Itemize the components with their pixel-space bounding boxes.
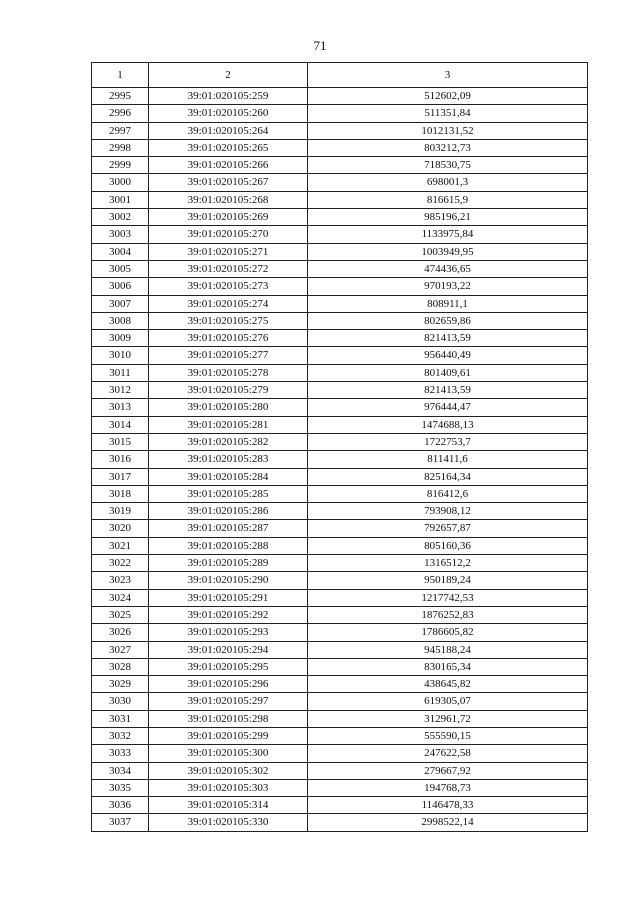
table-row [92, 589, 588, 606]
value-cell: 808911,1 [308, 295, 588, 312]
value-cell: 956440,49 [308, 347, 588, 364]
value-cell: 830165,34 [308, 658, 588, 675]
cadastral-number-cell: 39:01:020105:302 [149, 762, 308, 779]
row-number-cell: 3019 [92, 503, 149, 520]
table-row [92, 416, 588, 433]
table-row [92, 330, 588, 347]
table-row [92, 105, 588, 122]
table-row [92, 88, 588, 105]
cadastral-number-cell: 39:01:020105:288 [149, 537, 308, 554]
table-row [92, 433, 588, 450]
value-cell: 1722753,7 [308, 433, 588, 450]
table-row [92, 727, 588, 744]
cadastral-number-cell: 39:01:020105:260 [149, 105, 308, 122]
row-number-cell: 3023 [92, 572, 149, 589]
value-cell: 816412,6 [308, 485, 588, 502]
row-number-cell: 3006 [92, 278, 149, 295]
table-row [92, 312, 588, 329]
column-header-3: 3 [308, 63, 588, 88]
value-cell: 619305,07 [308, 693, 588, 710]
cadastral-number-cell: 39:01:020105:280 [149, 399, 308, 416]
value-cell: 1876252,83 [308, 606, 588, 623]
value-cell: 194768,73 [308, 779, 588, 796]
table-row [92, 624, 588, 641]
cadastral-number-cell: 39:01:020105:283 [149, 451, 308, 468]
table-row [92, 658, 588, 675]
value-cell: 1316512,2 [308, 555, 588, 572]
value-cell: 811411,6 [308, 451, 588, 468]
row-number-cell: 3001 [92, 191, 149, 208]
table-row [92, 364, 588, 381]
table-row [92, 260, 588, 277]
value-cell: 803212,73 [308, 139, 588, 156]
value-cell: 805160,36 [308, 537, 588, 554]
row-number-cell: 3030 [92, 693, 149, 710]
table-row [92, 295, 588, 312]
value-cell: 792657,87 [308, 520, 588, 537]
row-number-cell: 3035 [92, 779, 149, 796]
cadastral-number-cell: 39:01:020105:282 [149, 433, 308, 450]
row-number-cell: 3033 [92, 745, 149, 762]
table-header-row [92, 63, 588, 88]
row-number-cell: 3017 [92, 468, 149, 485]
row-number-cell: 3021 [92, 537, 149, 554]
table-row [92, 797, 588, 814]
cadastral-number-cell: 39:01:020105:300 [149, 745, 308, 762]
row-number-cell: 3031 [92, 710, 149, 727]
cadastral-number-cell: 39:01:020105:299 [149, 727, 308, 744]
row-number-cell: 3013 [92, 399, 149, 416]
row-number-cell: 3036 [92, 797, 149, 814]
value-cell: 1133975,84 [308, 226, 588, 243]
value-cell: 976444,47 [308, 399, 588, 416]
value-cell: 825164,34 [308, 468, 588, 485]
row-number-cell: 3000 [92, 174, 149, 191]
table-row [92, 139, 588, 156]
table-row [92, 243, 588, 260]
cadastral-number-cell: 39:01:020105:330 [149, 814, 308, 831]
cadastral-number-cell: 39:01:020105:279 [149, 382, 308, 399]
table-row [92, 382, 588, 399]
row-number-cell: 2998 [92, 139, 149, 156]
cadastral-number-cell: 39:01:020105:289 [149, 555, 308, 572]
table-row [92, 762, 588, 779]
row-number-cell: 3024 [92, 589, 149, 606]
cadastral-number-cell: 39:01:020105:298 [149, 710, 308, 727]
cadastral-number-cell: 39:01:020105:303 [149, 779, 308, 796]
value-cell: 312961,72 [308, 710, 588, 727]
cadastral-number-cell: 39:01:020105:293 [149, 624, 308, 641]
cadastral-number-cell: 39:01:020105:292 [149, 606, 308, 623]
value-cell: 945188,24 [308, 641, 588, 658]
row-number-cell: 3012 [92, 382, 149, 399]
cadastral-number-cell: 39:01:020105:271 [149, 243, 308, 260]
cadastral-number-cell: 39:01:020105:277 [149, 347, 308, 364]
value-cell: 801409,61 [308, 364, 588, 381]
cadastral-number-cell: 39:01:020105:284 [149, 468, 308, 485]
value-cell: 247622,58 [308, 745, 588, 762]
value-cell: 718530,75 [308, 157, 588, 174]
value-cell: 474436,65 [308, 260, 588, 277]
cadastral-number-cell: 39:01:020105:296 [149, 676, 308, 693]
row-number-cell: 3027 [92, 641, 149, 658]
row-number-cell: 3028 [92, 658, 149, 675]
table-row [92, 779, 588, 796]
cadastral-number-cell: 39:01:020105:281 [149, 416, 308, 433]
row-number-cell: 3010 [92, 347, 149, 364]
value-cell: 1217742,53 [308, 589, 588, 606]
cadastral-number-cell: 39:01:020105:264 [149, 122, 308, 139]
value-cell: 512602,09 [308, 88, 588, 105]
value-cell: 793908,12 [308, 503, 588, 520]
column-header-2: 2 [149, 63, 308, 88]
table-row [92, 676, 588, 693]
row-number-cell: 2999 [92, 157, 149, 174]
table-row [92, 226, 588, 243]
value-cell: 1786605,82 [308, 624, 588, 641]
cadastral-number-cell: 39:01:020105:273 [149, 278, 308, 295]
table-row [92, 520, 588, 537]
cadastral-number-cell: 39:01:020105:268 [149, 191, 308, 208]
value-cell: 698001,3 [308, 174, 588, 191]
value-cell: 2998522,14 [308, 814, 588, 831]
value-cell: 438645,82 [308, 676, 588, 693]
cadastral-number-cell: 39:01:020105:285 [149, 485, 308, 502]
row-number-cell: 3018 [92, 485, 149, 502]
value-cell: 555590,15 [308, 727, 588, 744]
table-row [92, 606, 588, 623]
row-number-cell: 3004 [92, 243, 149, 260]
cadastral-number-cell: 39:01:020105:290 [149, 572, 308, 589]
table-row [92, 537, 588, 554]
page-number: 71 [313, 38, 327, 53]
row-number-cell: 3015 [92, 433, 149, 450]
row-number-cell: 3022 [92, 555, 149, 572]
value-cell: 985196,21 [308, 209, 588, 226]
table-row [92, 174, 588, 191]
row-number-cell: 3026 [92, 624, 149, 641]
cadastral-number-cell: 39:01:020105:294 [149, 641, 308, 658]
cadastral-number-cell: 39:01:020105:269 [149, 209, 308, 226]
value-cell: 511351,84 [308, 105, 588, 122]
data-table [91, 62, 588, 832]
table-row [92, 710, 588, 727]
table-row [92, 485, 588, 502]
cadastral-number-cell: 39:01:020105:265 [149, 139, 308, 156]
value-cell: 1146478,33 [308, 797, 588, 814]
cadastral-number-cell: 39:01:020105:295 [149, 658, 308, 675]
table-row [92, 693, 588, 710]
column-header-1: 1 [92, 63, 149, 88]
cadastral-number-cell: 39:01:020105:272 [149, 260, 308, 277]
table-row [92, 745, 588, 762]
row-number-cell: 3002 [92, 209, 149, 226]
row-number-cell: 3011 [92, 364, 149, 381]
cadastral-number-cell: 39:01:020105:274 [149, 295, 308, 312]
row-number-cell: 3016 [92, 451, 149, 468]
row-number-cell: 3009 [92, 330, 149, 347]
table-row [92, 814, 588, 831]
cadastral-number-cell: 39:01:020105:278 [149, 364, 308, 381]
cadastral-number-cell: 39:01:020105:297 [149, 693, 308, 710]
row-number-cell: 3003 [92, 226, 149, 243]
table-body [92, 88, 588, 832]
row-number-cell: 3037 [92, 814, 149, 831]
table-row [92, 209, 588, 226]
row-number-cell: 3007 [92, 295, 149, 312]
value-cell: 816615,9 [308, 191, 588, 208]
value-cell: 950189,24 [308, 572, 588, 589]
row-number-cell: 3005 [92, 260, 149, 277]
value-cell: 1012131,52 [308, 122, 588, 139]
cadastral-number-cell: 39:01:020105:270 [149, 226, 308, 243]
table-row [92, 503, 588, 520]
row-number-cell: 3032 [92, 727, 149, 744]
table-row [92, 468, 588, 485]
row-number-cell: 3008 [92, 312, 149, 329]
row-number-cell: 3020 [92, 520, 149, 537]
value-cell: 821413,59 [308, 330, 588, 347]
value-cell: 970193,22 [308, 278, 588, 295]
cadastral-number-cell: 39:01:020105:267 [149, 174, 308, 191]
cadastral-number-cell: 39:01:020105:276 [149, 330, 308, 347]
cadastral-number-cell: 39:01:020105:291 [149, 589, 308, 606]
table-row [92, 555, 588, 572]
table-row [92, 641, 588, 658]
value-cell: 802659,86 [308, 312, 588, 329]
table-row [92, 157, 588, 174]
cadastral-number-cell: 39:01:020105:286 [149, 503, 308, 520]
table-row [92, 278, 588, 295]
row-number-cell: 2997 [92, 122, 149, 139]
value-cell: 279667,92 [308, 762, 588, 779]
cadastral-number-cell: 39:01:020105:266 [149, 157, 308, 174]
row-number-cell: 2995 [92, 88, 149, 105]
row-number-cell: 3034 [92, 762, 149, 779]
cadastral-number-cell: 39:01:020105:275 [149, 312, 308, 329]
row-number-cell: 3025 [92, 606, 149, 623]
value-cell: 1474688,13 [308, 416, 588, 433]
table-row [92, 572, 588, 589]
table-row [92, 191, 588, 208]
value-cell: 1003949,95 [308, 243, 588, 260]
table-row [92, 347, 588, 364]
value-cell: 821413,59 [308, 382, 588, 399]
table-row [92, 451, 588, 468]
cadastral-number-cell: 39:01:020105:314 [149, 797, 308, 814]
table-row [92, 122, 588, 139]
cadastral-number-cell: 39:01:020105:259 [149, 88, 308, 105]
cadastral-number-cell: 39:01:020105:287 [149, 520, 308, 537]
table-row [92, 399, 588, 416]
row-number-cell: 2996 [92, 105, 149, 122]
row-number-cell: 3029 [92, 676, 149, 693]
row-number-cell: 3014 [92, 416, 149, 433]
